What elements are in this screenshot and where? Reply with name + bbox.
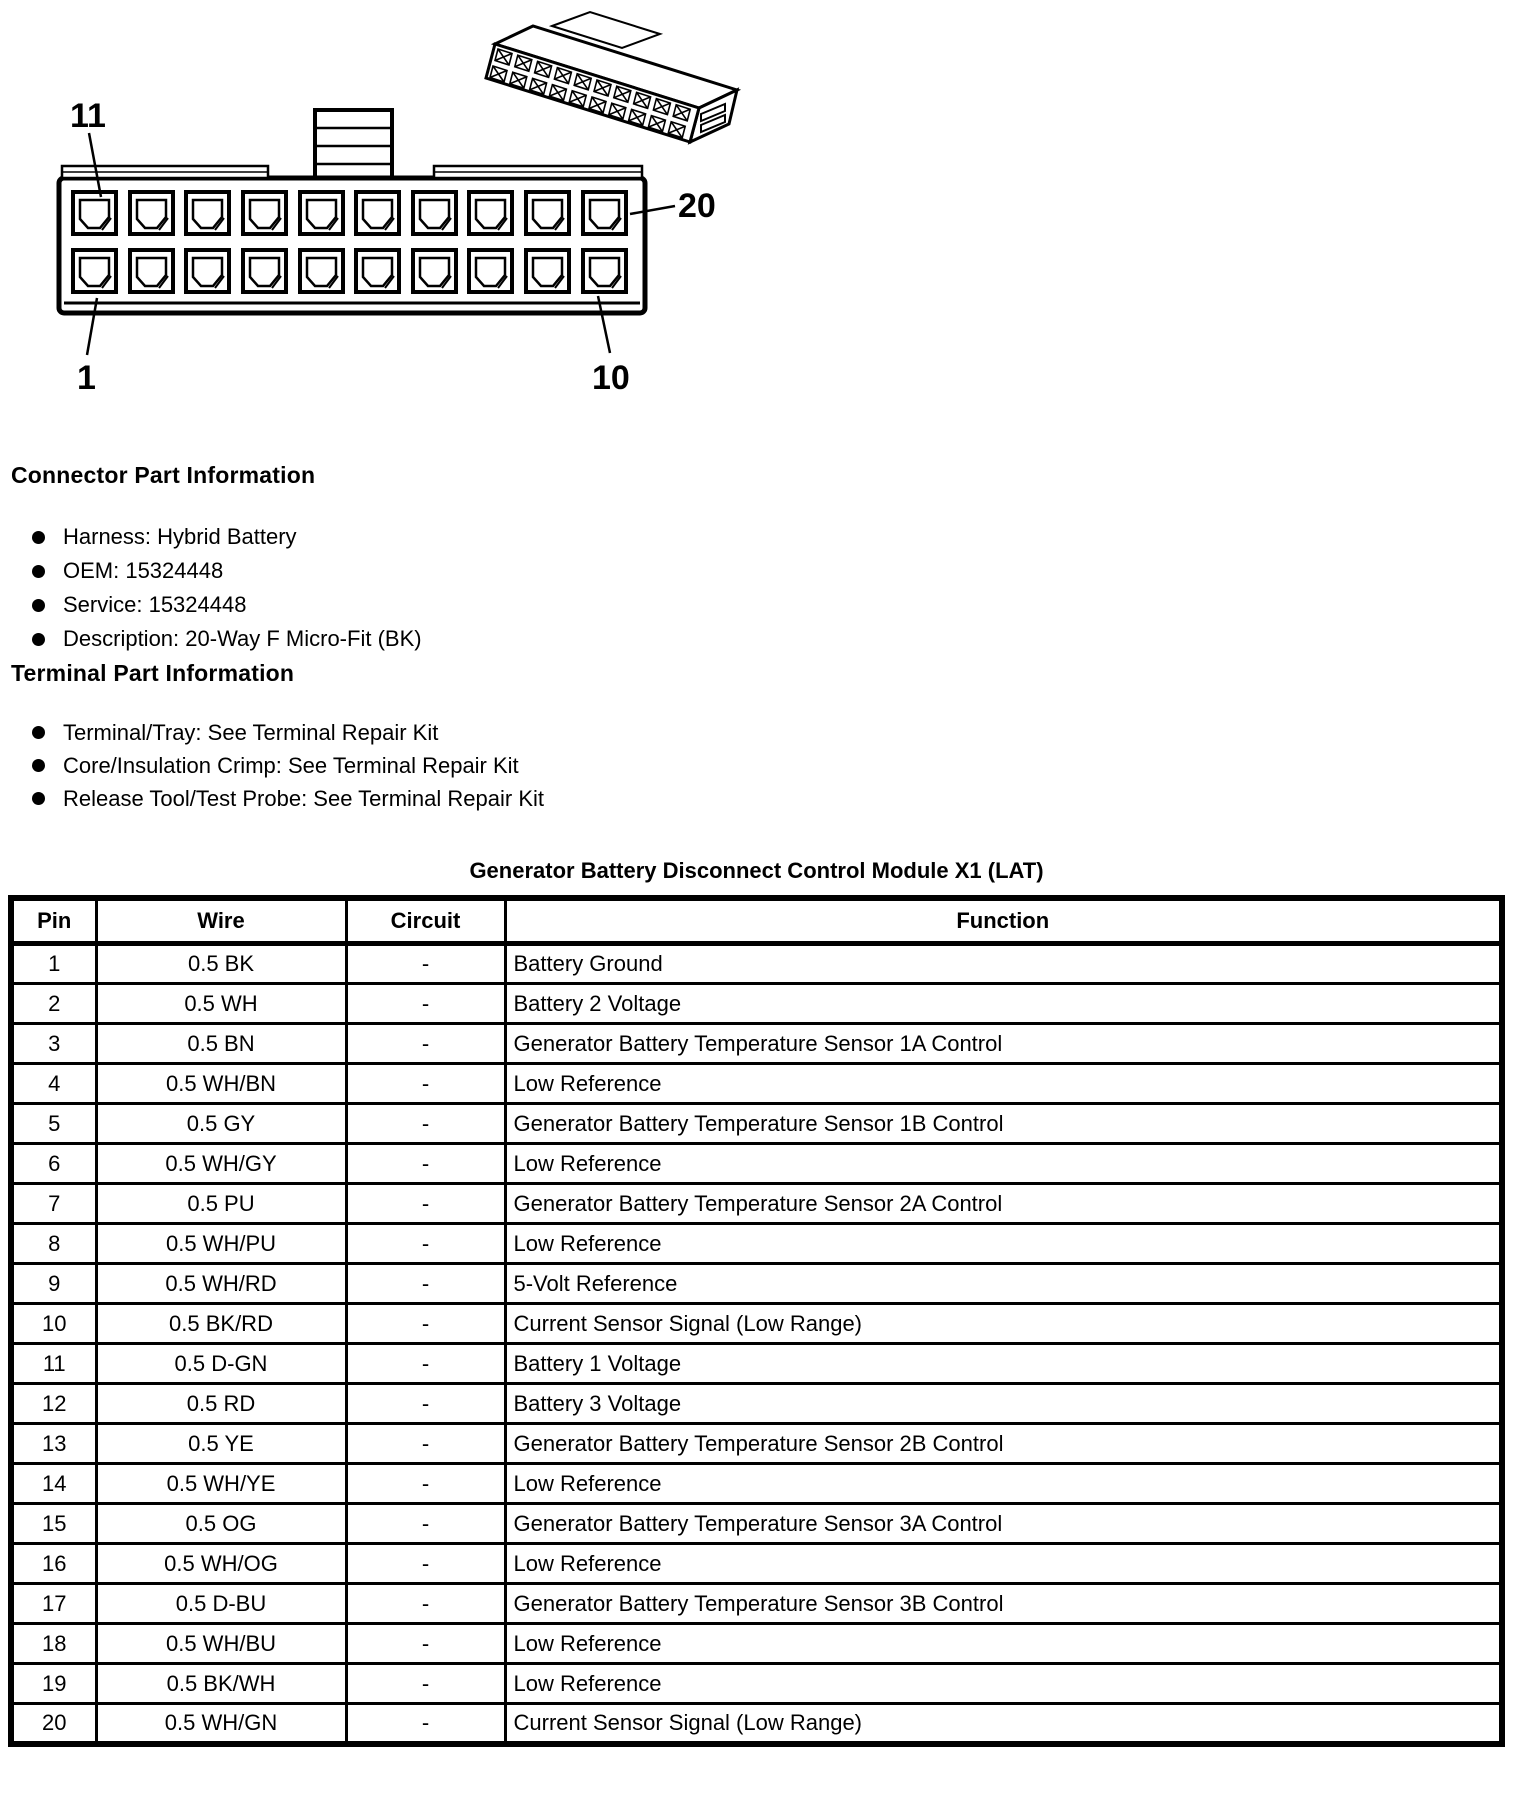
wire-cell: 0.5 RD — [96, 1384, 346, 1424]
wire-cell: 0.5 OG — [96, 1504, 346, 1544]
wire-cell: 0.5 WH/GY — [96, 1144, 346, 1184]
function-column-header: Function — [505, 898, 1502, 944]
pin-number-label: 11 — [70, 97, 106, 135]
bullet-icon — [32, 726, 45, 739]
item-text: Harness: Hybrid Battery — [63, 524, 297, 549]
wire-cell: 0.5 D-GN — [96, 1344, 346, 1384]
pin-cell: 20 — [11, 1704, 96, 1744]
table-row — [11, 1024, 1502, 1064]
pin-cell: 8 — [11, 1224, 96, 1264]
wire-column-header: Wire — [96, 898, 346, 944]
circuit-cell: - — [346, 1704, 505, 1744]
terminal-info-list — [32, 716, 544, 815]
circuit-cell: - — [346, 1424, 505, 1464]
table-row — [11, 1384, 1502, 1424]
wire-cell: 0.5 WH/OG — [96, 1544, 346, 1584]
pin-cell: 1 — [11, 944, 96, 984]
item-text: Service: 15324448 — [63, 592, 247, 617]
function-cell: Battery 2 Voltage — [505, 984, 1502, 1024]
wire-cell: 0.5 WH/YE — [96, 1464, 346, 1504]
pinout-table — [8, 895, 1505, 1747]
pin-cell: 6 — [11, 1144, 96, 1184]
wire-cell: 0.5 WH — [96, 984, 346, 1024]
table-row — [11, 1584, 1502, 1624]
function-cell: Current Sensor Signal (Low Range) — [505, 1704, 1502, 1744]
table-row — [11, 1064, 1502, 1104]
circuit-cell: - — [346, 1184, 505, 1224]
circuit-cell: - — [346, 1664, 505, 1704]
table-title: Generator Battery Disconnect Control Module X1 (LAT) — [469, 858, 1044, 883]
item-text: Terminal/Tray: See Terminal Repair Kit — [63, 719, 439, 745]
function-cell: Battery Ground — [505, 944, 1502, 984]
pin-cell: 15 — [11, 1504, 96, 1544]
pin-cell: 2 — [11, 984, 96, 1024]
circuit-cell: - — [346, 1584, 505, 1624]
function-cell: Generator Battery Temperature Sensor 2B Control — [505, 1424, 1502, 1464]
circuit-cell: - — [346, 1624, 505, 1664]
table-row — [11, 1264, 1502, 1304]
table-row — [11, 984, 1502, 1024]
wire-cell: 0.5 WH/RD — [96, 1264, 346, 1304]
pin-cell: 17 — [11, 1584, 96, 1624]
pin-cell: 14 — [11, 1464, 96, 1504]
pin-cell: 18 — [11, 1624, 96, 1664]
connector-info-list — [32, 520, 422, 656]
terminal-info-item — [32, 749, 544, 782]
function-cell: Generator Battery Temperature Sensor 3A Control — [505, 1504, 1502, 1544]
circuit-cell: - — [346, 1504, 505, 1544]
pin-column-header: Pin — [11, 898, 96, 944]
table-row — [11, 1464, 1502, 1504]
function-cell: Low Reference — [505, 1624, 1502, 1664]
pin-cell: 19 — [11, 1664, 96, 1704]
connector-info-item — [32, 520, 422, 554]
terminal-info-item — [32, 782, 544, 815]
pin-cell: 4 — [11, 1064, 96, 1104]
circuit-cell: - — [346, 1224, 505, 1264]
connector-front-view — [59, 110, 645, 313]
pin-cell: 9 — [11, 1264, 96, 1304]
function-cell: Generator Battery Temperature Sensor 1B Control — [505, 1104, 1502, 1144]
circuit-cell: - — [346, 1264, 505, 1304]
wire-cell: 0.5 D-BU — [96, 1584, 346, 1624]
function-cell: Current Sensor Signal (Low Range) — [505, 1304, 1502, 1344]
connector-3d-view — [486, 12, 737, 142]
item-text: Release Tool/Test Probe: See Terminal Repair Kit — [63, 785, 544, 811]
circuit-cell: - — [346, 1064, 505, 1104]
pin-cell: 11 — [11, 1344, 96, 1384]
function-cell: Low Reference — [505, 1464, 1502, 1504]
pin-cell: 12 — [11, 1384, 96, 1424]
function-cell: Generator Battery Temperature Sensor 1A Control — [505, 1024, 1502, 1064]
pin-number-label: 1 — [77, 359, 96, 397]
item-text: Description: 20-Way F Micro-Fit (BK) — [63, 626, 422, 651]
wire-cell: 0.5 WH/BU — [96, 1624, 346, 1664]
terminal-info-heading: Terminal Part Information — [11, 660, 295, 686]
pin-cell: 10 — [11, 1304, 96, 1344]
circuit-cell: - — [346, 984, 505, 1024]
wire-cell: 0.5 GY — [96, 1104, 346, 1144]
function-cell: Generator Battery Temperature Sensor 2A Control — [505, 1184, 1502, 1224]
function-cell: Low Reference — [505, 1144, 1502, 1184]
table-row — [11, 1624, 1502, 1664]
bullet-icon — [32, 759, 45, 772]
table-row — [11, 1424, 1502, 1464]
wire-cell: 0.5 PU — [96, 1184, 346, 1224]
circuit-cell: - — [346, 1144, 505, 1184]
function-cell: Low Reference — [505, 1544, 1502, 1584]
circuit-cell: - — [346, 1024, 505, 1064]
item-text: OEM: 15324448 — [63, 558, 224, 583]
pin-number-label: 10 — [592, 359, 630, 397]
table-row — [11, 1544, 1502, 1584]
pin-cell: 13 — [11, 1424, 96, 1464]
circuit-cell: - — [346, 1104, 505, 1144]
wire-cell: 0.5 BK — [96, 944, 346, 984]
function-cell: Low Reference — [505, 1064, 1502, 1104]
table-row — [11, 944, 1502, 984]
circuit-cell: - — [346, 1344, 505, 1384]
table-row — [11, 1224, 1502, 1264]
bullet-icon — [32, 599, 45, 612]
table-row — [11, 1304, 1502, 1344]
circuit-cell: - — [346, 1384, 505, 1424]
connector-diagram — [0, 0, 760, 400]
wire-cell: 0.5 YE — [96, 1424, 346, 1464]
circuit-column-header: Circuit — [346, 898, 505, 944]
pin-cell: 5 — [11, 1104, 96, 1144]
pin-cell: 3 — [11, 1024, 96, 1064]
bullet-icon — [32, 633, 45, 646]
function-cell: Low Reference — [505, 1664, 1502, 1704]
connector-info-item — [32, 554, 422, 588]
wire-cell: 0.5 WH/BN — [96, 1064, 346, 1104]
pin-cell: 7 — [11, 1184, 96, 1224]
function-cell: Battery 3 Voltage — [505, 1384, 1502, 1424]
table-row — [11, 1504, 1502, 1544]
function-cell: Battery 1 Voltage — [505, 1344, 1502, 1384]
terminal-info-item — [32, 716, 544, 749]
table-row — [11, 1664, 1502, 1704]
wire-cell: 0.5 BK/RD — [96, 1304, 346, 1344]
connector-info-item — [32, 622, 422, 656]
bullet-icon — [32, 565, 45, 578]
circuit-cell: - — [346, 1544, 505, 1584]
bullet-icon — [32, 531, 45, 544]
function-cell: Low Reference — [505, 1224, 1502, 1264]
function-cell: 5-Volt Reference — [505, 1264, 1502, 1304]
bullet-icon — [32, 792, 45, 805]
connector-info-item — [32, 588, 422, 622]
wire-cell: 0.5 BN — [96, 1024, 346, 1064]
table-row — [11, 1704, 1502, 1744]
header-row — [11, 898, 1502, 944]
table-row — [11, 1104, 1502, 1144]
pin-number-label: 20 — [678, 187, 716, 225]
connector-info-heading: Connector Part Information — [11, 462, 316, 488]
wire-cell: 0.5 WH/PU — [96, 1224, 346, 1264]
wire-cell: 0.5 BK/WH — [96, 1664, 346, 1704]
table-row — [11, 1344, 1502, 1384]
function-cell: Generator Battery Temperature Sensor 3B Control — [505, 1584, 1502, 1624]
item-text: Core/Insulation Crimp: See Terminal Repair Kit — [63, 752, 519, 778]
table-row — [11, 1144, 1502, 1184]
table-row — [11, 1184, 1502, 1224]
circuit-cell: - — [346, 1304, 505, 1344]
circuit-cell: - — [346, 1464, 505, 1504]
circuit-cell: - — [346, 944, 505, 984]
wire-cell: 0.5 WH/GN — [96, 1704, 346, 1744]
pin-cell: 16 — [11, 1544, 96, 1584]
